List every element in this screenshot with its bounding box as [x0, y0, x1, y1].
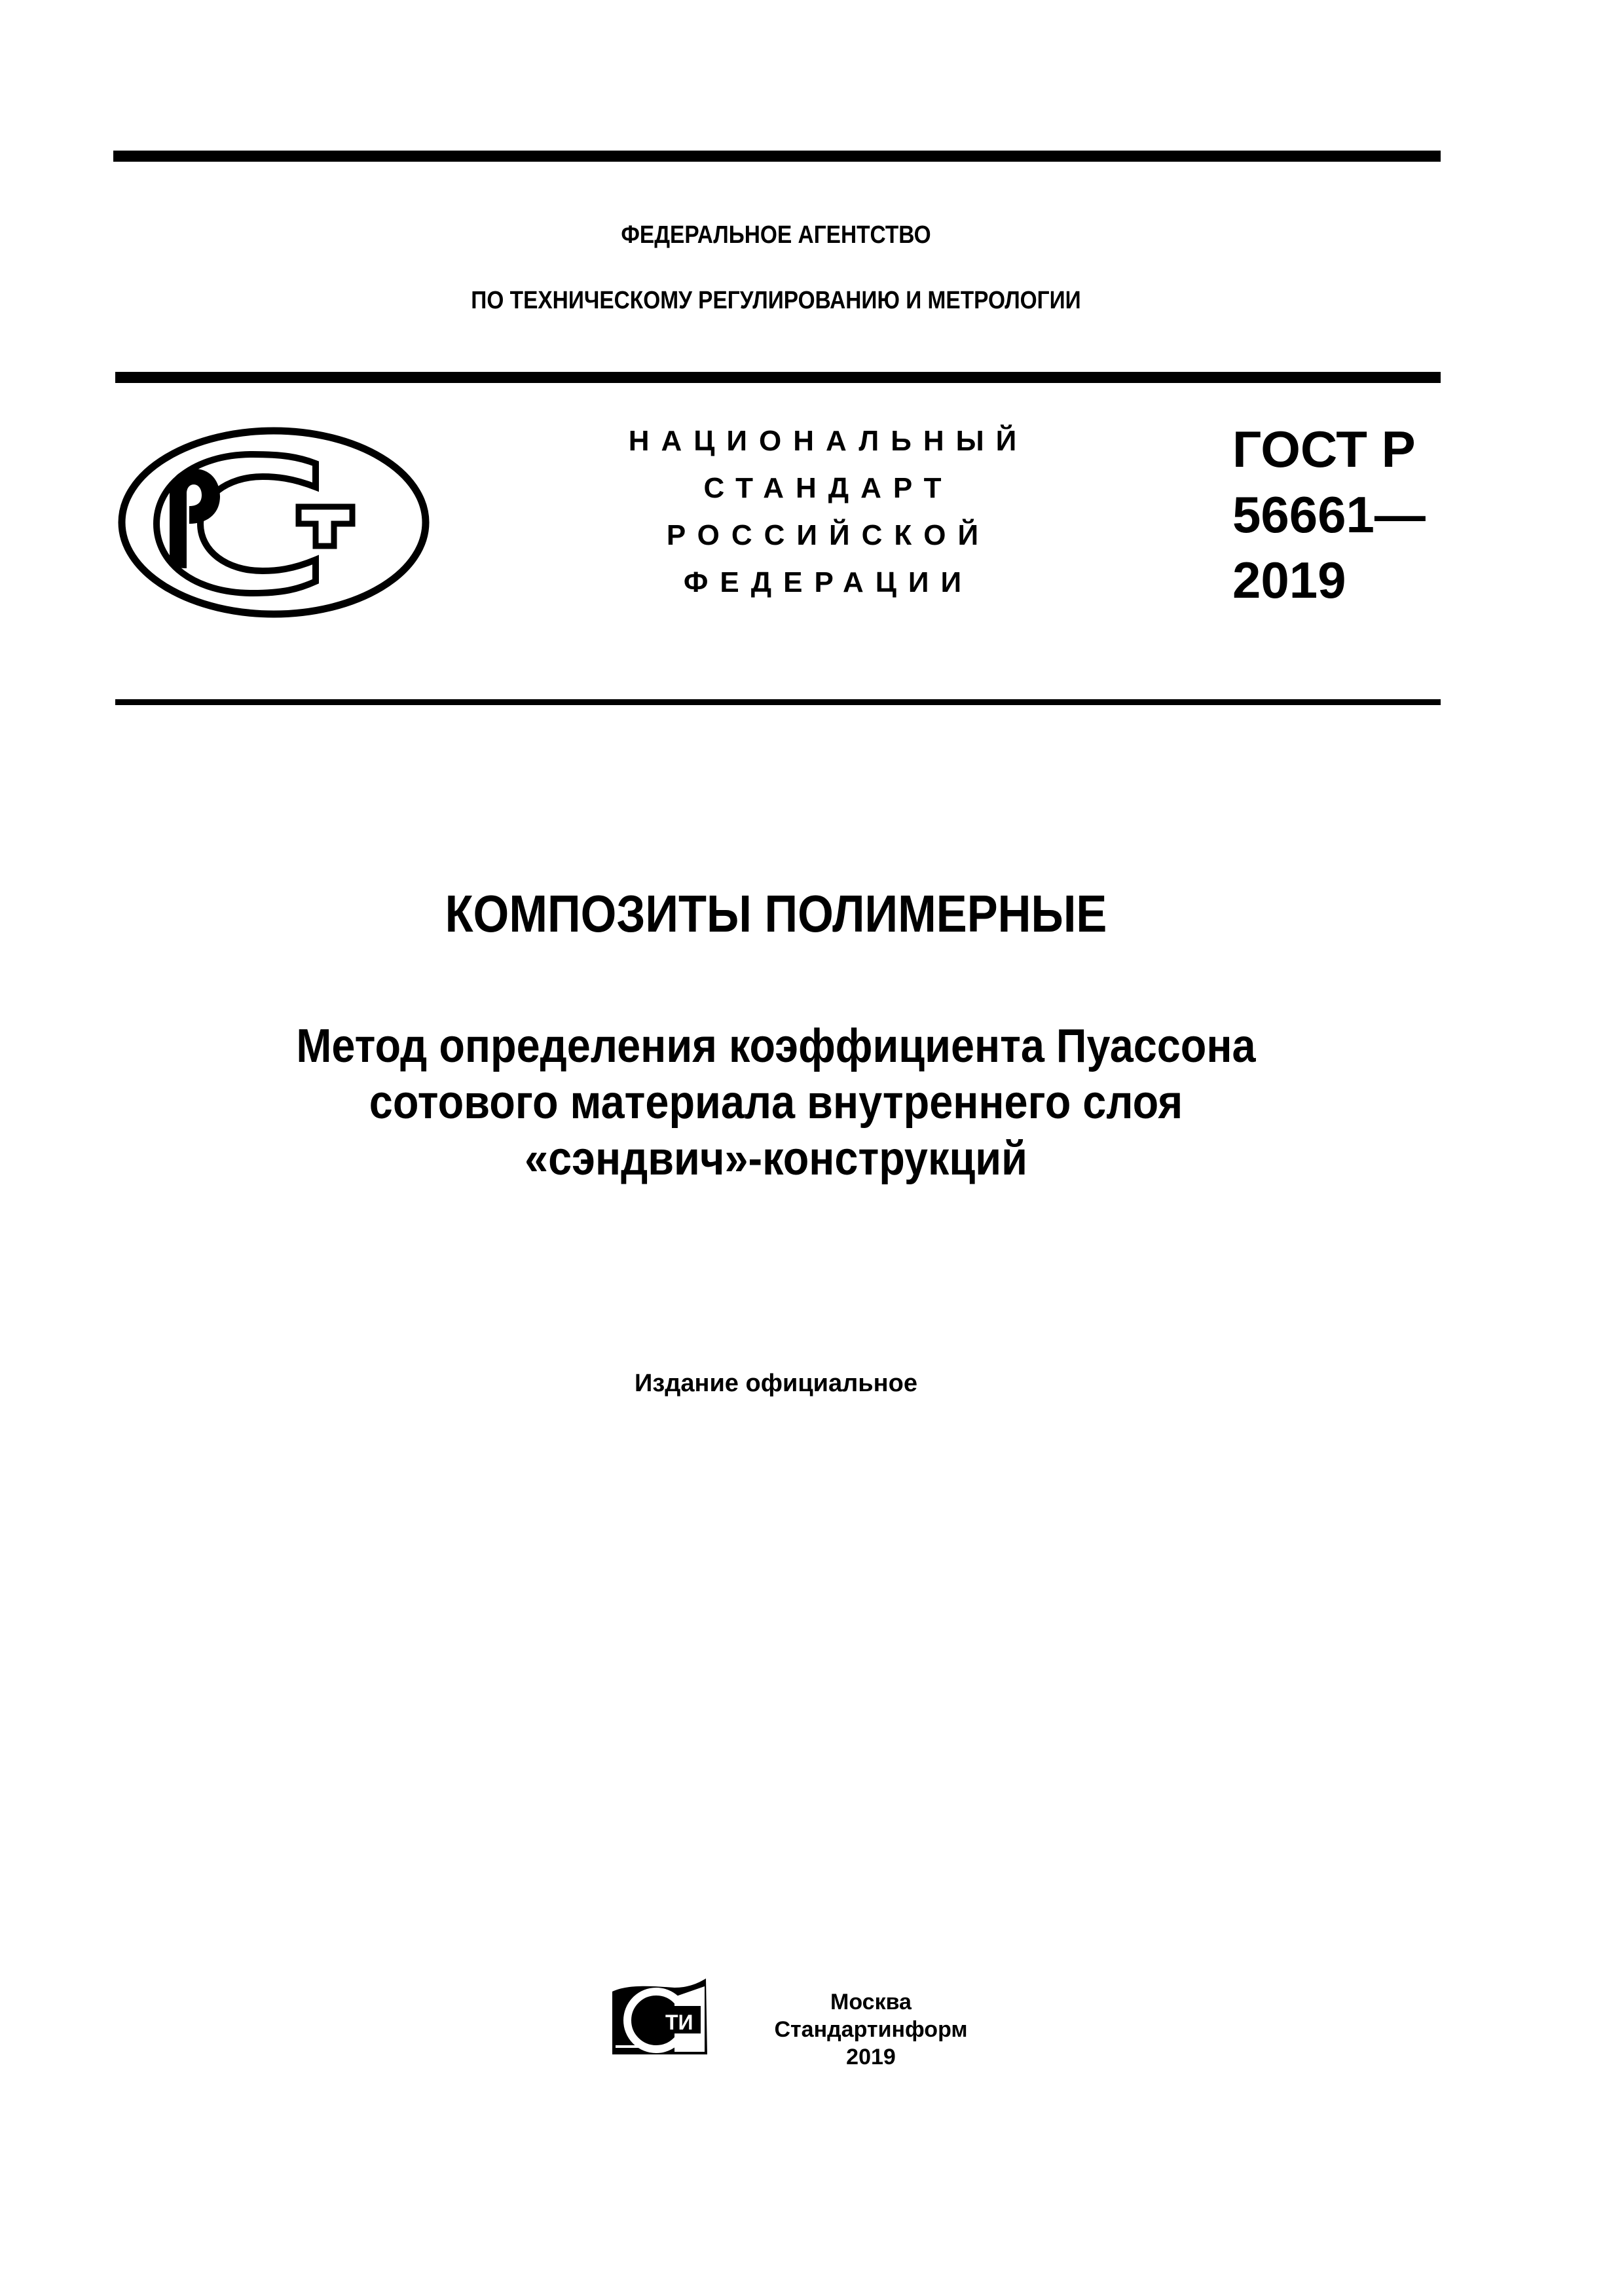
document-subtitle	[78, 1018, 1475, 1187]
subtitle-line-1: Метод определения коэффициента Пуассона	[296, 1020, 1256, 1072]
standard-block-bottom-rule	[115, 699, 1441, 705]
national-standard-line-3: РОССИЙСКОЙ	[666, 519, 991, 551]
standard-designation	[1232, 416, 1426, 613]
designation-line-1: ГОСТ Р	[1232, 420, 1416, 478]
header-divider-rule	[115, 372, 1441, 383]
publisher-year: 2019	[846, 2045, 896, 2069]
national-standard-line-1: НАЦИОНАЛЬНЫЙ	[628, 425, 1029, 457]
national-standard-line-2: СТАНДАРТ	[703, 472, 953, 504]
edition-label: Издание официальное	[635, 1370, 917, 1397]
publisher-city: Москва	[830, 1990, 912, 2014]
publisher-name: Стандартинформ	[774, 2017, 968, 2042]
document-title: КОМПОЗИТЫ ПОЛИМЕРНЫЕ	[445, 884, 1107, 943]
subtitle-line-3: «сэндвич»-конструкций	[525, 1133, 1027, 1185]
agency-line-2: ПО ТЕХНИЧЕСКОМУ РЕГУЛИРОВАНИЮ И МЕТРОЛОГИИ	[471, 287, 1081, 314]
designation-line-2: 56661—	[1232, 486, 1426, 543]
national-standard-line-4: ФЕДЕРАЦИИ	[683, 566, 974, 598]
subtitle-line-2: сотового материала внутреннего слоя	[369, 1076, 1183, 1129]
standartinform-logo-icon	[609, 1977, 711, 2064]
national-standard-label	[576, 418, 1080, 606]
top-rule	[113, 151, 1441, 162]
rst-logo-icon	[115, 426, 432, 622]
agency-line-1: ФЕДЕРАЛЬНОЕ АГЕНТСТВО	[621, 221, 931, 249]
svg-text:ТИ: ТИ	[665, 2011, 693, 2034]
designation-line-3: 2019	[1232, 551, 1346, 609]
publisher-info	[740, 1988, 1002, 2071]
